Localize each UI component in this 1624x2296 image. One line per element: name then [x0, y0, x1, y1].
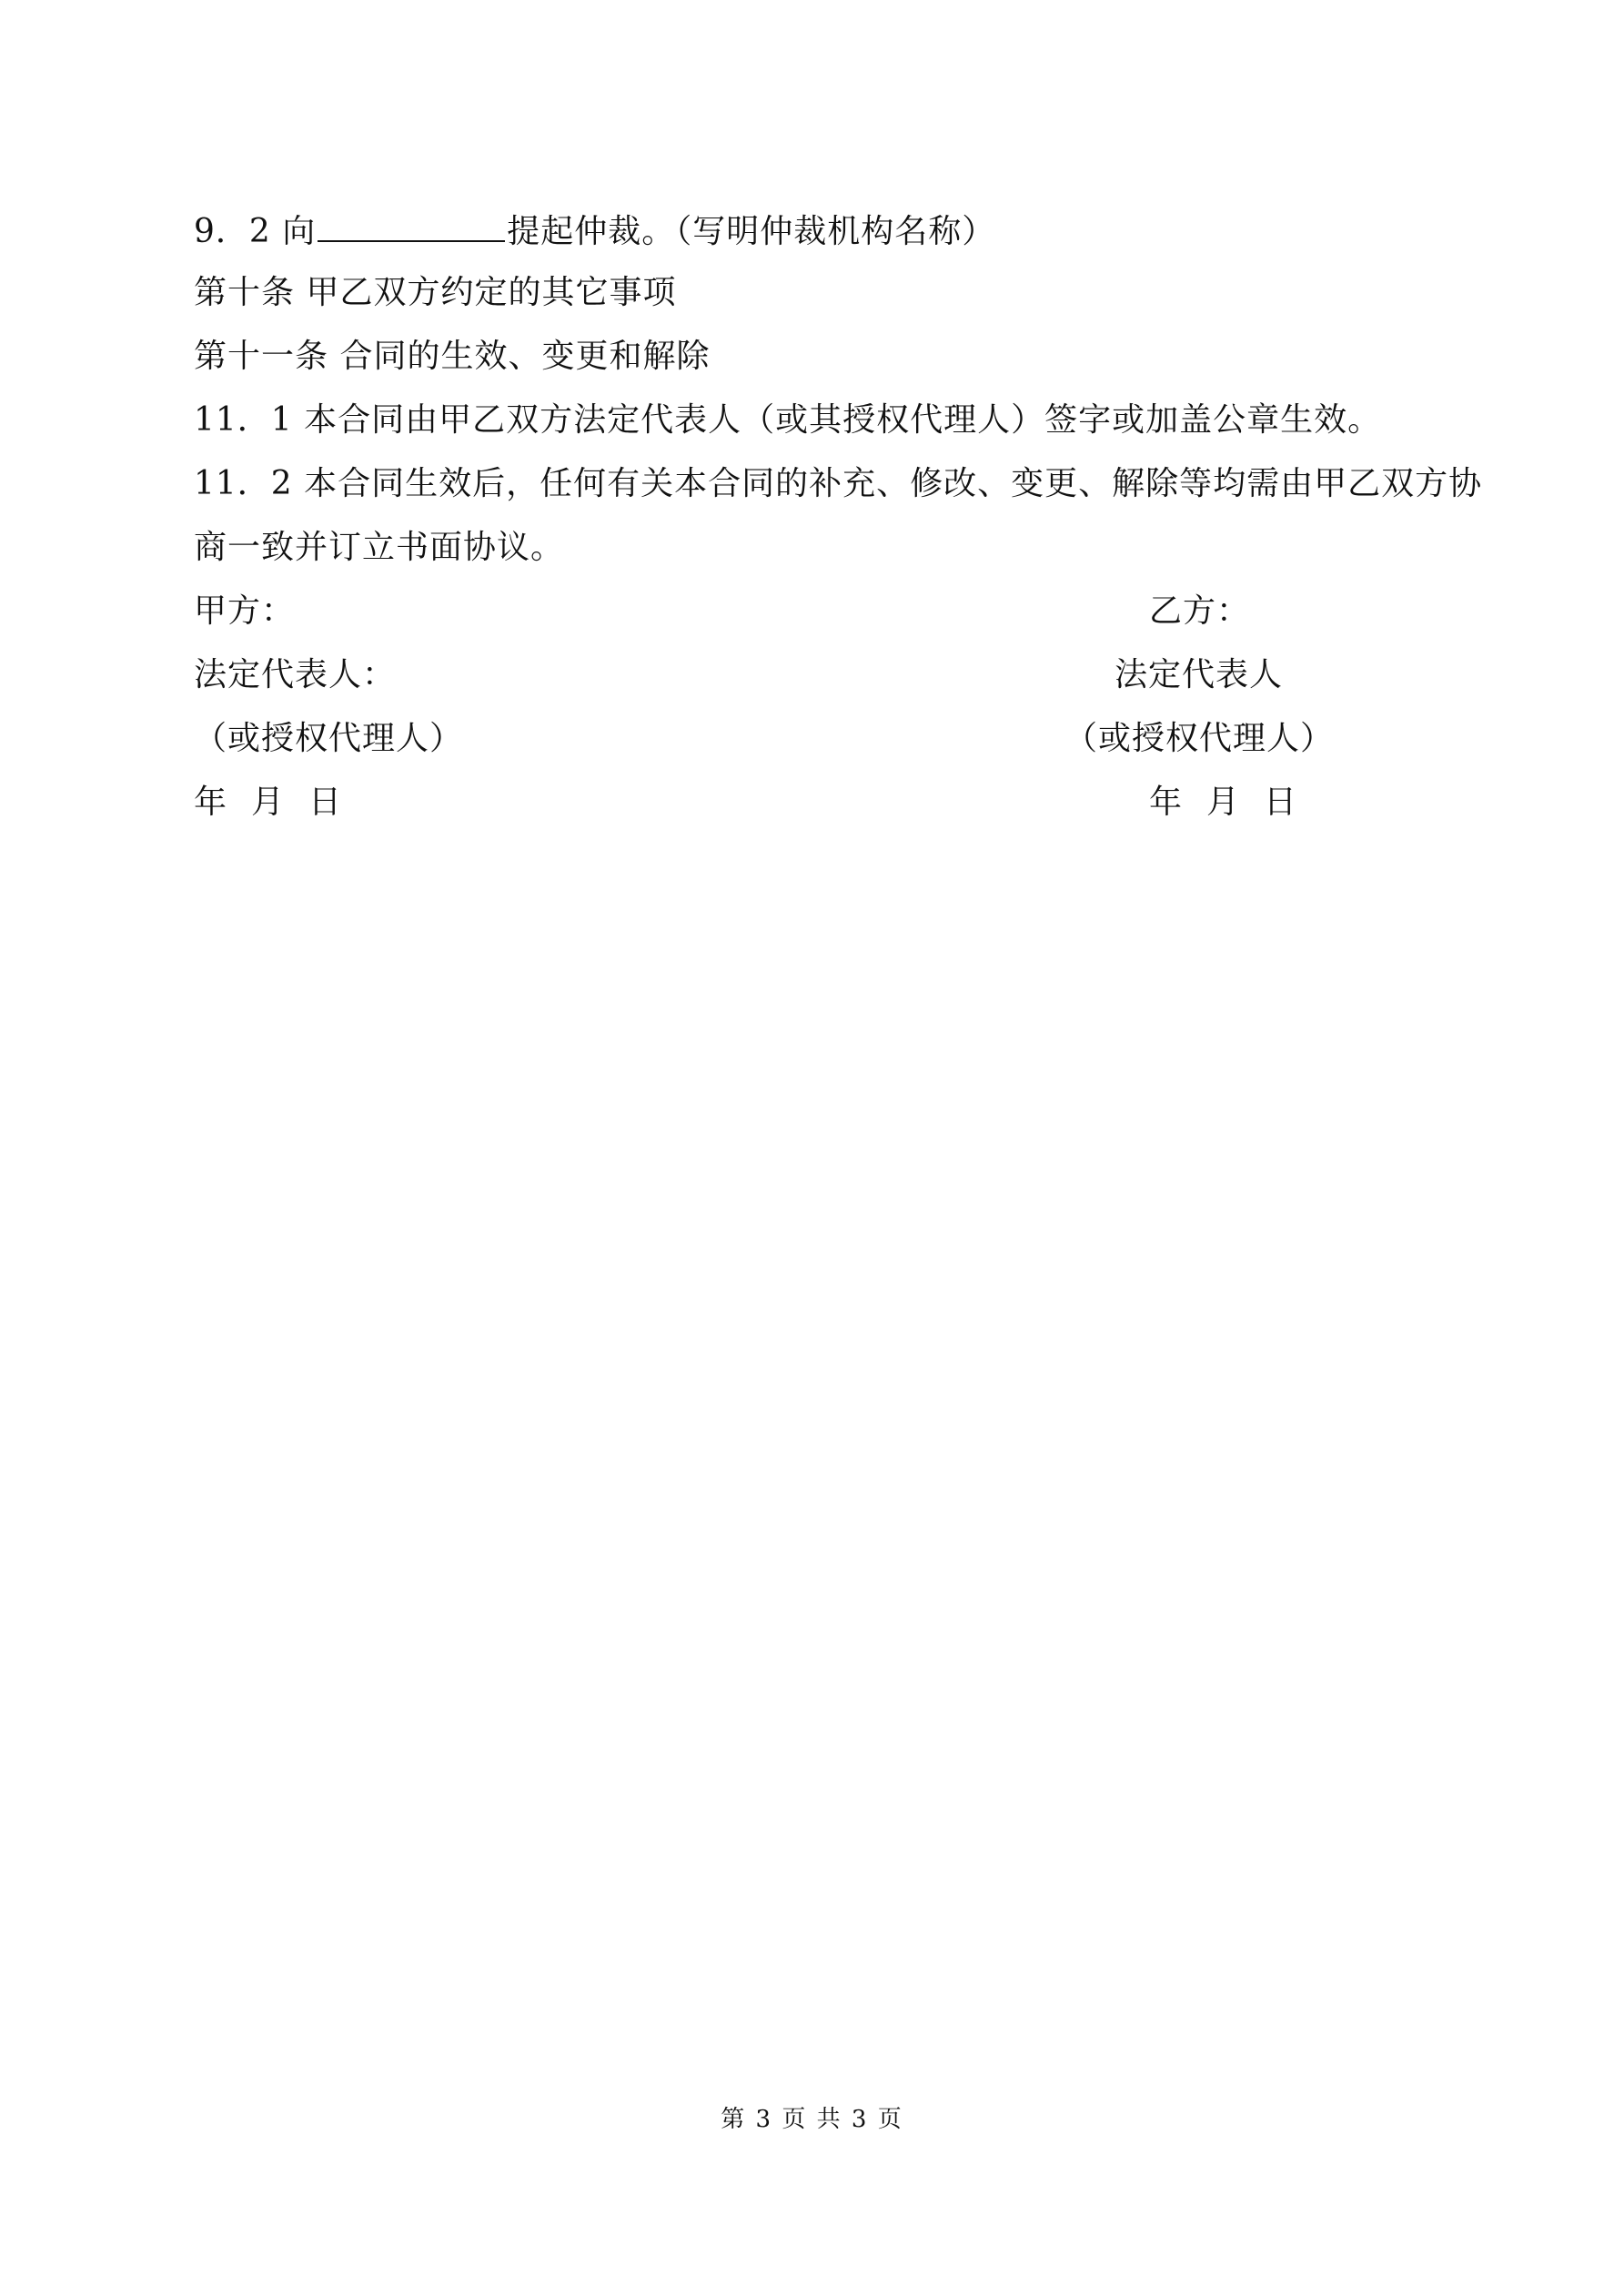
- party-b-date-year: 年: [1149, 784, 1184, 821]
- party-b-label: 乙方：: [1149, 592, 1251, 630]
- party-a-date: [194, 783, 342, 823]
- party-a-date-month: 月: [251, 784, 286, 821]
- clause-11-2-line1: 11．2 本合同生效后，任何有关本合同的补充、修改、变更、解除等均需由甲乙双方协: [194, 465, 1483, 502]
- clause-11-2-line2: 商一致并订立书面协议。: [194, 529, 565, 566]
- party-b-agent: （或授权代理人）: [1064, 720, 1335, 757]
- arbitration-institution-blank: [318, 209, 505, 242]
- party-a-legal-rep: 法定代表人：: [194, 656, 397, 693]
- party-a-date-year: 年: [194, 784, 228, 821]
- page-footer: 第 3 页 共 3 页: [721, 2106, 903, 2133]
- article-11-title: 第十一条 合同的生效、变更和解除: [194, 338, 711, 375]
- article-10-title: 第十条 甲乙双方约定的其它事项: [194, 274, 677, 311]
- clause-9-2: [194, 209, 995, 252]
- party-b-date-day: 日: [1264, 784, 1298, 821]
- party-a-date-day: 日: [308, 784, 343, 821]
- party-a-agent: （或授权代理人）: [194, 720, 464, 757]
- party-b-legal-rep: 法定代表人: [1115, 656, 1284, 693]
- party-b-date: [1149, 783, 1297, 823]
- party-a-label: 甲方：: [194, 592, 296, 630]
- clause-9-2-suffix: 提起仲裁。（写明仲裁机构名称）: [507, 213, 996, 250]
- clause-11-1: 11．1 本合同由甲乙双方法定代表人（或其授权代理人）签字或加盖公章生效。: [194, 401, 1382, 439]
- party-b-date-month: 月: [1206, 784, 1241, 821]
- clause-9-2-prefix: 9．2 向: [194, 213, 317, 250]
